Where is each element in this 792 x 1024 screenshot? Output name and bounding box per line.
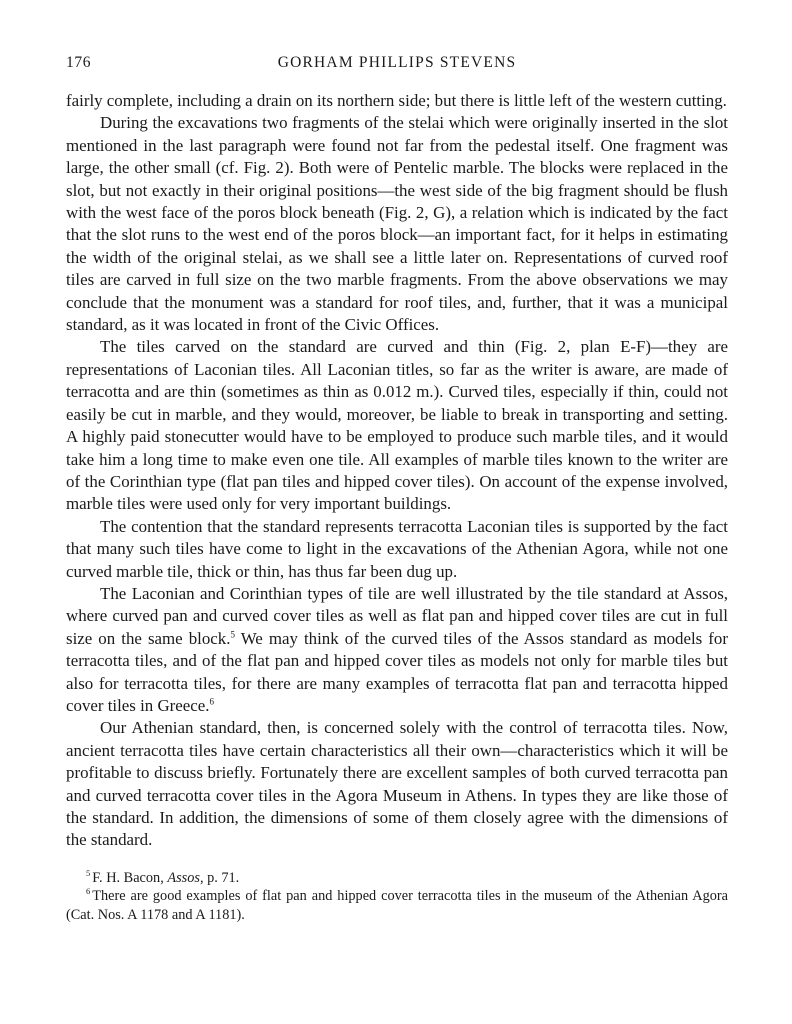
footnote-title: Assos [167, 869, 200, 886]
footnote-reference: 5 [230, 629, 235, 640]
footnote [66, 887, 728, 924]
footnote [66, 869, 728, 887]
footnote-number: 5 [86, 868, 91, 879]
paragraph-assos-standard [66, 583, 728, 717]
paragraph-stelai-fragments: During the excavations two fragments of the stelai which were originally inserted in the slot mentioned in the last paragraph were found not far from the pedestal itself. One fragment was large, the other small (cf. Fig. 2). Both were of Pentelic marble. The blocks were replaced in the slot, but not exactly in their original positions—the west side of the big fragment should be flush with the west face of the poros block beneath (Fig. 2, G), a relation which is indicated by the fact that the slot runs to the west end of the poros block—an important fact, for it helps in estimating the width of the original stelai, as we shall see a little later on. Representations of curved roof tiles are carved in full size on the two marble fragments. From the above observations we may conclude that the monument was a standard for roof tiles, and, further, that it was a municipal standard, as it was located in front of the Civic Offices. [66, 113, 728, 335]
footnote-text: There are good examples of flat pan and hipped cover terracotta tiles in the museum of the Athenian Agora (Cat. Nos. A 1178 and A 1181). [66, 888, 728, 923]
paragraph-contention: The contention that the standard represents terracotta Laconian tiles is supported by the fact that many such tiles have come to light in the excavations of the Athenian Agora, while not one curved marble tile, thick or thin, has thus far been dug up. [66, 516, 728, 581]
paragraph-continuation: fairly complete, including a drain on its northern side; but there is little left of the western cutting. [66, 91, 727, 110]
paragraph-text: The Laconian and Corinthian types of tile are well illustrated by the tile standard at Assos, where curved pan and curved cover tiles as well as flat pan and hipped cover tiles are cut in full size on the same block. [66, 583, 728, 648]
footnote-reference: 6 [209, 696, 214, 707]
page-number: 176 [66, 54, 92, 71]
running-title: GORHAM PHILLIPS STEVENS [277, 54, 517, 71]
footnotes [66, 869, 728, 924]
running-header [66, 54, 728, 76]
paragraph-laconian-tiles: The tiles carved on the standard are curved and thin (Fig. 2, plan E-F)—they are representations of Laconian tiles. All Laconian titles, so far as the writer is aware, are made of terracotta and are thin (sometimes as thin as 0.012 m.). Curved tiles, especially if thin, could not easily be cut in marble, and they would, moreover, be liable to break in transporting and setting. A highly paid stonecutter would have to be employed to produce such marble tiles, and it would take him a long time to make even one tile. All examples of marble tiles known to the writer are of the Corinthian type (flat pan tiles and hipped cover tiles). On account of the expense involved, marble tiles were used only for very important buildings. [66, 337, 728, 514]
paragraph-text: We may think of the curved tiles of the Assos standard as models for terracotta tiles, and of the flat pan and hipped cover tiles as models not only for marble tiles but also for terracotta tiles, for there are many examples of terracotta flat pan and terracotta hipped cover tiles in Greece. [66, 628, 728, 715]
paragraph-athenian-standard: Our Athenian standard, then, is concerned solely with the control of terracotta tiles. Now, ancient terracotta tiles have certain characteristics all their own—characteristics which it will be profitable to discuss briefly. Fortunately there are excellent samples of both curved terracotta pan and curved terracotta cover tiles in the Agora Museum in Athens. In types they are like those of the standard. In addition, the dimensions of some of them closely agree with the dimensions of the standard. [66, 718, 728, 850]
body-text [66, 90, 728, 852]
page [66, 54, 728, 924]
footnote-number: 6 [86, 886, 91, 897]
footnote-author: F. H. Bacon, [92, 869, 168, 886]
footnote-text: , p. 71. [199, 869, 240, 886]
